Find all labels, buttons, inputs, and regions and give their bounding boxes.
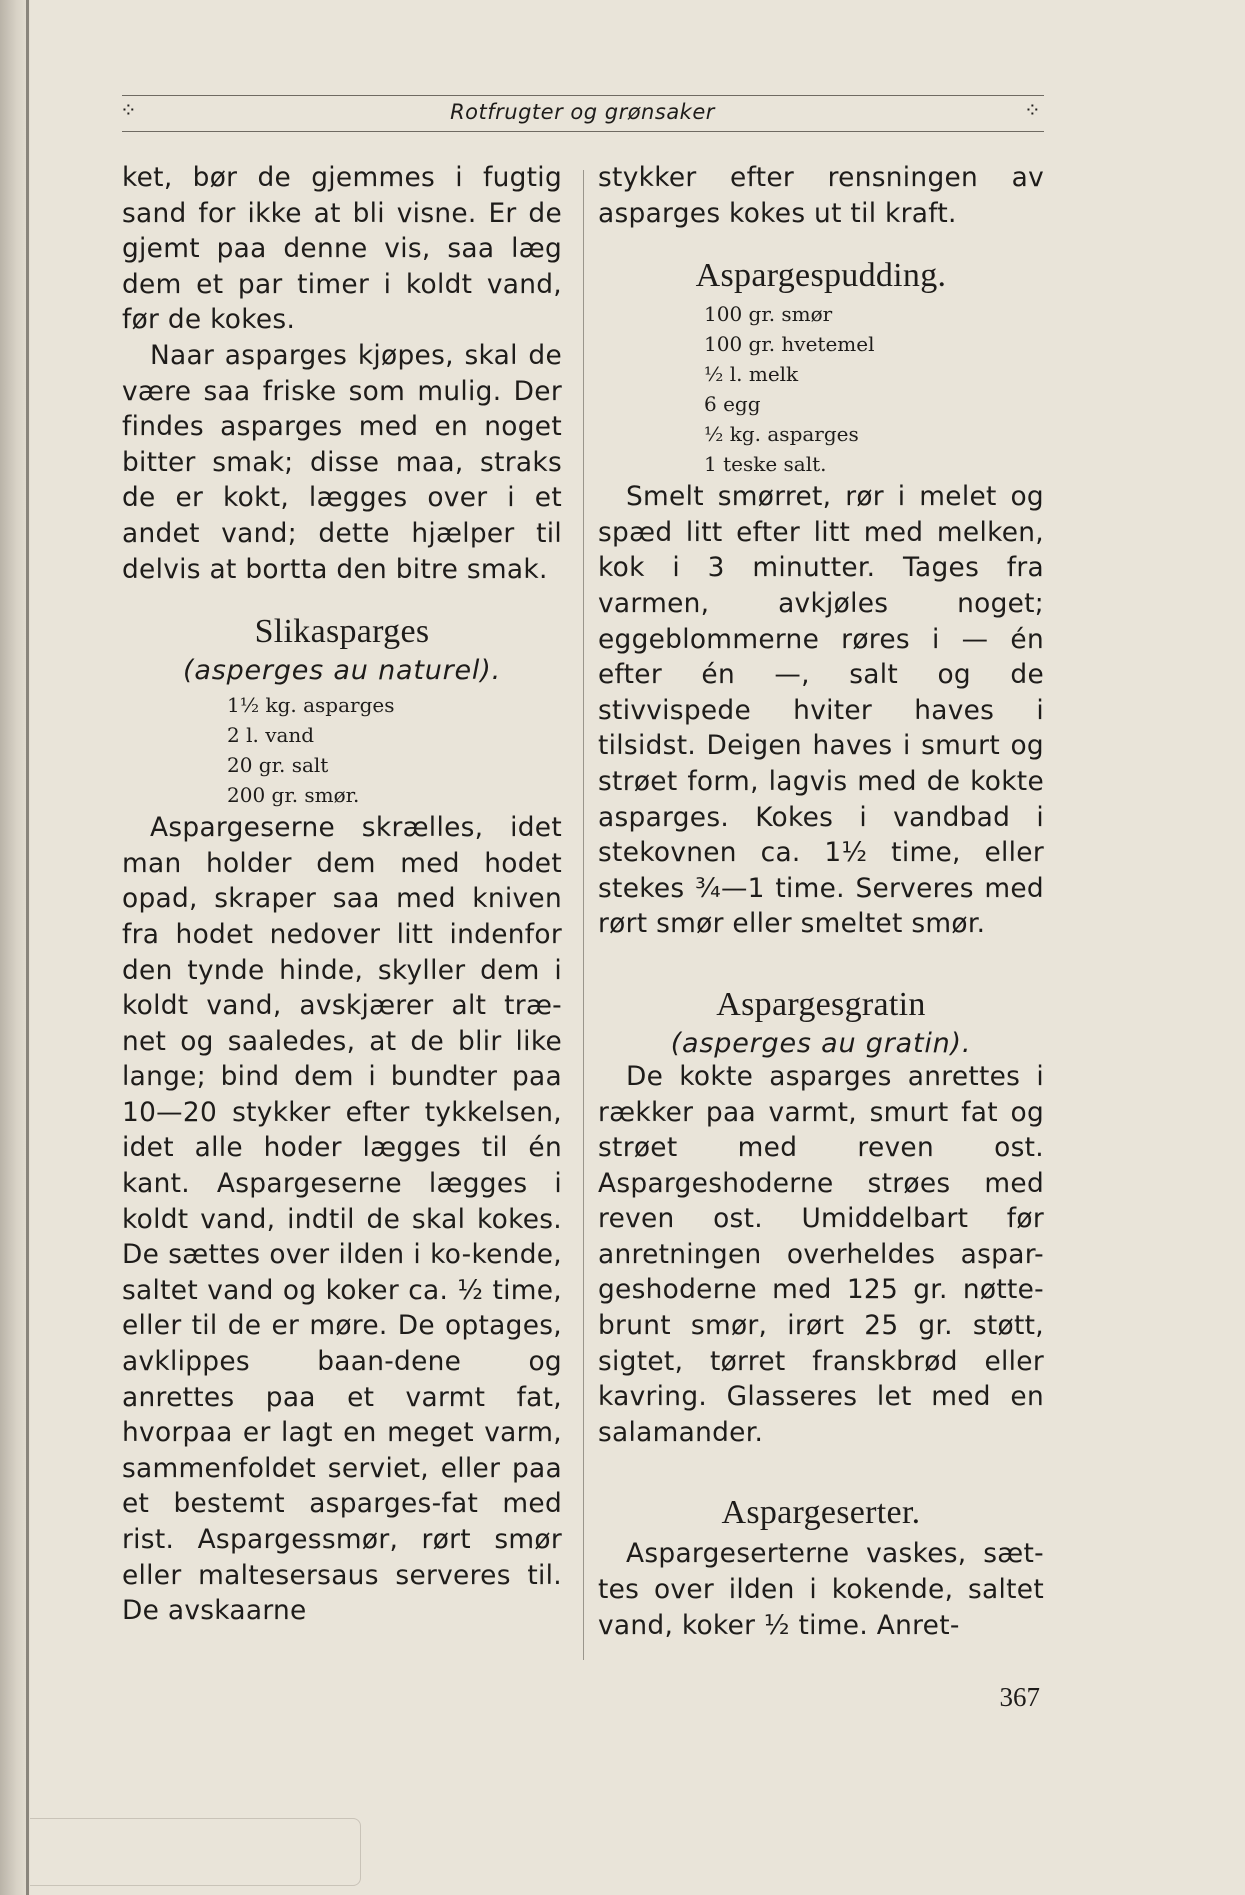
header-top-rule: [122, 95, 1044, 96]
paragraph-buying: Naar asparges kjøpes, skal de være saa friske som mulig. Der findes asparges med en noget bitter smak; disse maa, straks de er kokt, lægges over i et andet vand; dette hjælper til delvis at bortta den bitre smak.: [122, 339, 562, 585]
ingredient-item: 1 teske salt.: [704, 452, 827, 477]
running-title: Rotfrugter og grønsaker: [450, 100, 715, 124]
recipe-title-aspargespudding: Aspargespudding.: [695, 257, 947, 295]
right-column: [598, 160, 1044, 1643]
right-ornament-icon: ⁘: [1024, 98, 1041, 122]
ingredient-item: 2 l. vand: [227, 723, 315, 748]
paragraph-gratin-method: De kokte asparges anrettes i rækker paa varmt, smurt fat og strøet med reven ost. Aspargeshoderne strøes med reven ost. Umiddelbart før anretningen overheldes aspar-geshoderne med 125 gr. nøtte-brunt smør, irørt 25 gr. støtt, sigtet, tørret franskbrød eller kavring. Glasseres let med en salamander.: [598, 1060, 1044, 1448]
ingredient-item: 6 egg: [704, 392, 761, 417]
paragraph-pudding-method: Smelt smørret, rør i melet og spæd litt efter litt med melken, kok i 3 minutter. Tages fra varmen, avkjøles noget; eggeblommerne røres i — én efter én —, salt og de stivvispede hviter haves i tilsidst. Deigen haves i smurt og strøet form, lagvis med de kokte asparges. Kokes i vandbad i stekovnen ca. 1½ time, eller stekes ¾—1 time. Serveres med rørt smør eller smeltet smør.: [598, 481, 1044, 940]
recipe-title-slikasparges: Slikasparges: [254, 613, 430, 651]
column-divider: [583, 170, 584, 1660]
ingredient-item: ½ kg. asparges: [704, 422, 859, 447]
paragraph-continuation: stykker efter rensningen av asparges kokes ut til kraft.: [598, 162, 1044, 229]
ingredient-list-pudding: [704, 299, 1044, 479]
paragraph-erter-method: Aspargeserterne vaskes, sæt-tes over ilden i kokende, saltet vand, koker ½ time. Anret-: [598, 1538, 1044, 1641]
paragraph-slikasparges-method: Aspargeserne skrælles, idet man holder dem med hodet opad, skraper saa med kniven fra hodet nedover litt indenfor den tynde hinde, skyller dem i koldt vand, avskjærer alt træ-net og saaledes, at de blir like lange; bind dem i bundter paa 10—20 stykker efter tykkelsen, idet alle hoder lægges til én kant. Aspargeserne lægges i koldt vand, indtil de skal kokes. De sættes over ilden i ko-kende, saltet vand og koker ca. ½ time, eller til de er møre. De optages, avklippes baan-dene og anrettes paa et varmt fat, hvorpaa er lagt en meget varm, sammenfoldet serviet, eller paa et bestemt asparges-fat med rist. Aspargessmør, rørt smør eller maltesersaus serveres til. De avskaarne: [122, 812, 562, 1627]
recipe-subtitle-gratin: (asperges au gratin).: [670, 1027, 972, 1059]
ingredient-item: 100 gr. smør: [704, 302, 833, 327]
ingredient-item: 100 gr. hvetemel: [704, 332, 875, 357]
paragraph-storage: ket, bør de gjemmes i fugtig sand for ikke at bli visne. Er de gjemt paa denne vis, saa læg dem et par timer i koldt vand, før de kokes.: [122, 162, 562, 336]
ingredient-item: 20 gr. salt: [227, 753, 329, 778]
ingredient-list-slikasparges: [227, 690, 562, 810]
recipe-subtitle-naturel: (asperges au naturel).: [183, 655, 501, 687]
ingredient-item: 200 gr. smør.: [227, 783, 360, 808]
ingredient-item: ½ l. melk: [704, 362, 799, 387]
recipe-title-aspargeserter: Aspargeserter.: [721, 1494, 921, 1532]
left-column: [122, 160, 562, 1629]
recipe-title-aspargesgratin: Aspargesgratin: [716, 985, 926, 1023]
header-bottom-rule: [122, 131, 1044, 132]
left-ornament-icon: ⁘: [120, 98, 137, 122]
page-number: 367: [999, 1682, 1040, 1712]
page-edge-tab: [30, 1818, 361, 1886]
ingredient-item: 1½ kg. asparges: [227, 693, 395, 718]
